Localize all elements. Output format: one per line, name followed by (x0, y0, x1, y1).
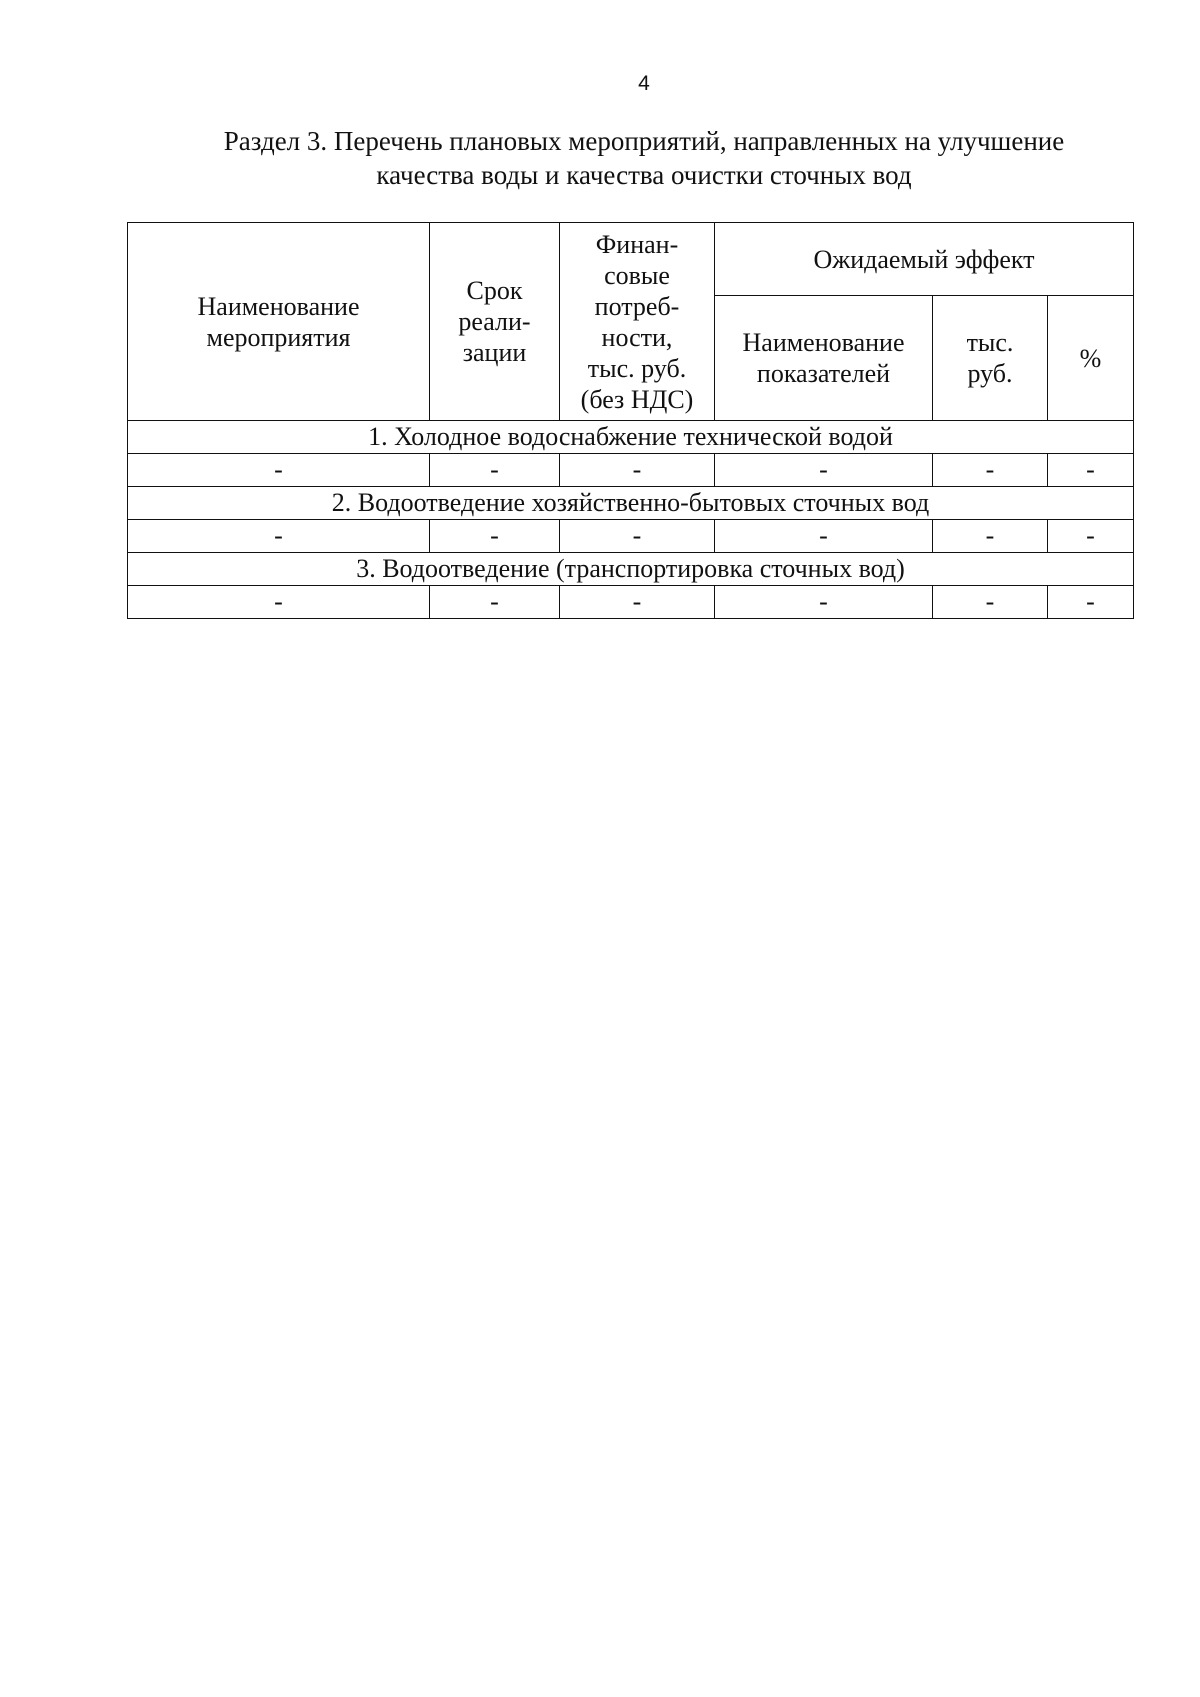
cell-finance: - (560, 586, 715, 619)
header-measure-name: Наименование мероприятия (128, 223, 430, 421)
cell-percent: - (1048, 520, 1134, 553)
cell-thousand-rub: - (933, 520, 1048, 553)
cell-thousand-rub: - (933, 454, 1048, 487)
cell-indicator: - (715, 454, 933, 487)
header-percent: % (1048, 296, 1134, 421)
section-title-line-1: Раздел 3. Перечень плановых мероприятий, направленных на улучшение (223, 126, 1065, 156)
cell-indicator: - (715, 520, 933, 553)
header-expected-effect: Ожидаемый эффект (715, 223, 1134, 296)
cell-percent: - (1048, 586, 1134, 619)
section-row-cold-water (128, 421, 1134, 454)
section-title-cell: 1. Холодное водоснабжение технической водой (128, 421, 1134, 454)
page-number: 4 (638, 72, 650, 95)
header-thousand-rub: тыс. руб. (933, 296, 1048, 421)
table-row (128, 454, 1134, 487)
header-row-1 (128, 223, 1134, 296)
table-row (128, 520, 1134, 553)
table-row (128, 586, 1134, 619)
section-row-wastewater-transport (128, 553, 1134, 586)
header-financial-needs: Финан- совые потреб- ности, тыс. руб. (без НДС) (560, 223, 715, 421)
header-indicator-name: Наименование показателей (715, 296, 933, 421)
cell-term: - (430, 586, 560, 619)
cell-term: - (430, 454, 560, 487)
section-title-line-2: качества воды и качества очистки сточных вод (376, 160, 912, 190)
cell-finance: - (560, 520, 715, 553)
cell-thousand-rub: - (933, 586, 1048, 619)
section-title-cell: 3. Водоотведение (транспортировка сточных вод) (128, 553, 1134, 586)
planned-measures-table (127, 222, 1134, 619)
cell-measure-name: - (128, 520, 430, 553)
cell-measure-name: - (128, 454, 430, 487)
cell-term: - (430, 520, 560, 553)
cell-finance: - (560, 454, 715, 487)
cell-indicator: - (715, 586, 933, 619)
section-title-cell: 2. Водоотведение хозяйственно-бытовых сточных вод (128, 487, 1134, 520)
header-implementation-term: Срок реали- зации (430, 223, 560, 421)
cell-percent: - (1048, 454, 1134, 487)
section-row-domestic-wastewater (128, 487, 1134, 520)
section-title (120, 124, 1168, 192)
cell-measure-name: - (128, 586, 430, 619)
